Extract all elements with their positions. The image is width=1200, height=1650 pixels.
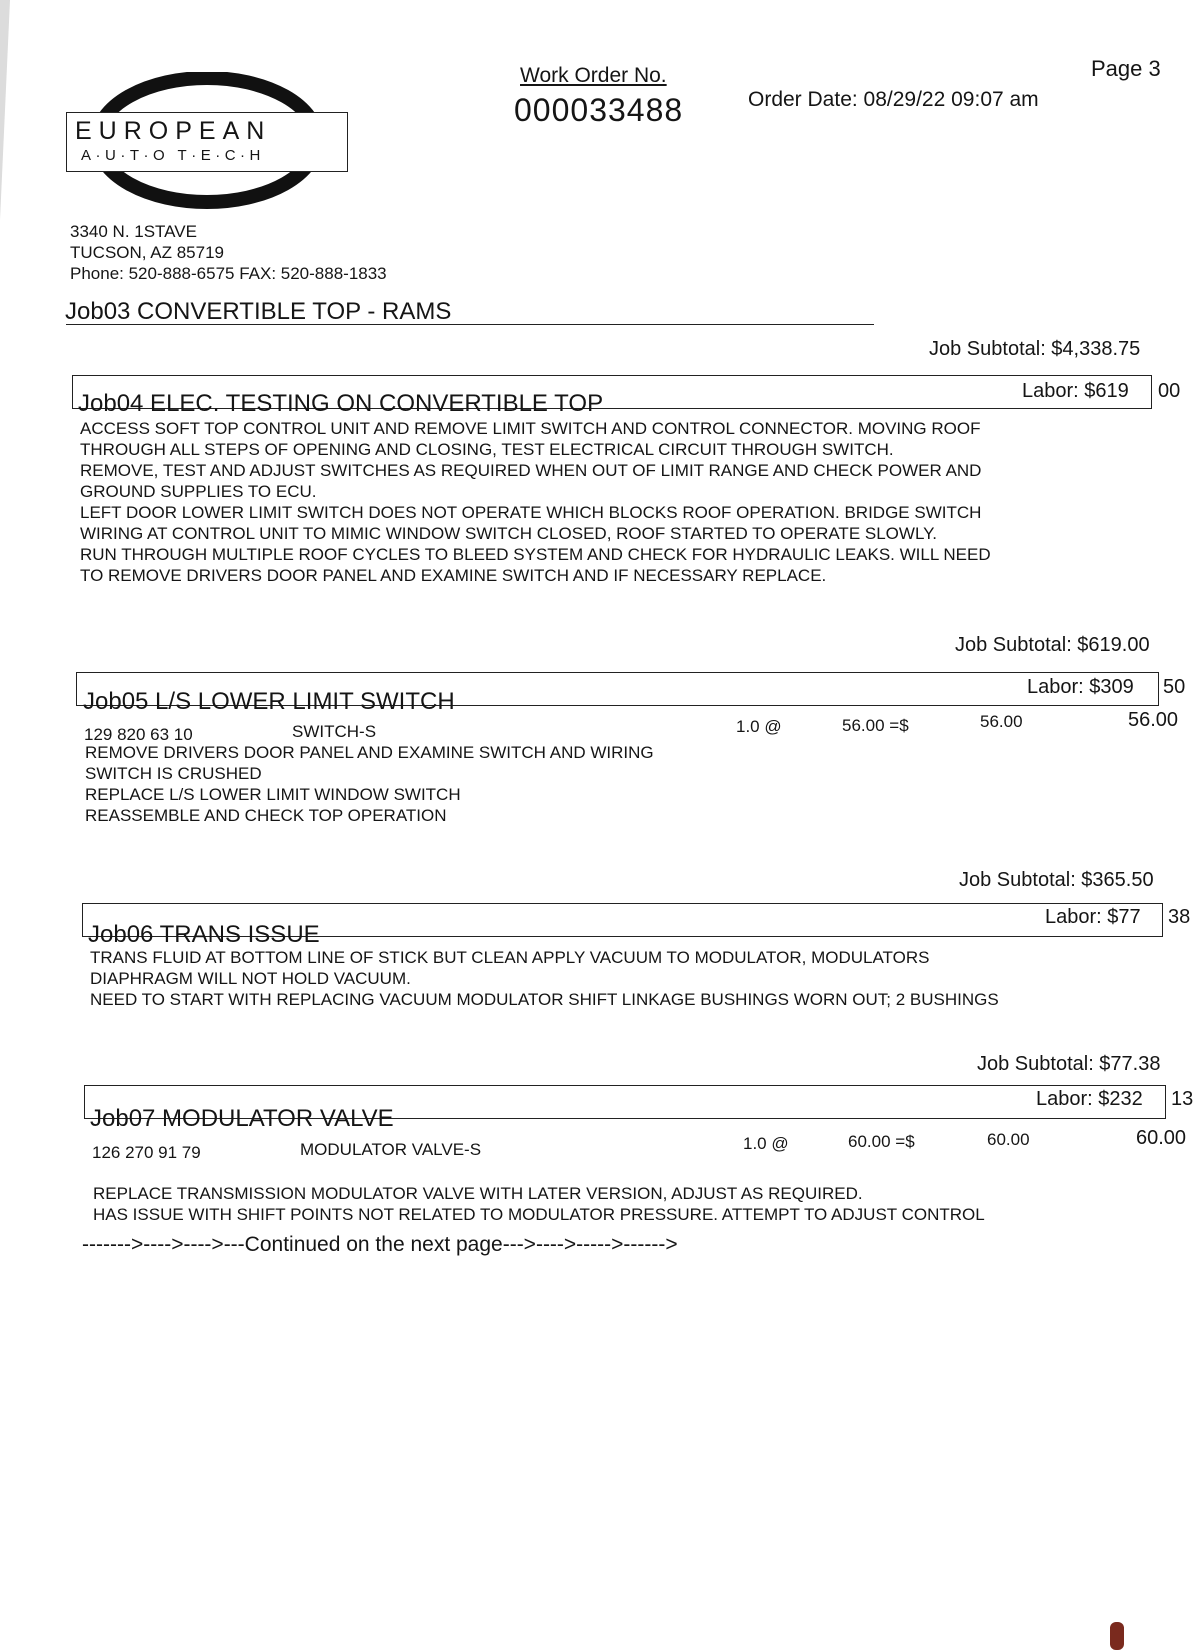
job07-part-total: 60.00 (1136, 1127, 1187, 1149)
job03-title: Job03 CONVERTIBLE TOP - RAMS (65, 298, 452, 325)
job06-description (90, 947, 999, 1010)
company-logo (66, 72, 356, 212)
job06-subtotal: Job Subtotal: $77.38 (977, 1053, 1161, 1075)
job04-labor-cents: 00 (1158, 380, 1181, 402)
address-street: 3340 N. 1STAVE (70, 222, 197, 241)
job05-line: SWITCH IS CRUSHED (85, 764, 262, 783)
job05-part-total: 56.00 (1128, 709, 1179, 731)
job07-title: Job07 MODULATOR VALVE (90, 1105, 394, 1132)
job06-labor: Labor: $77 (1045, 906, 1141, 928)
logo-line-auto-tech: A·U·T·O T·E·C·H (81, 147, 265, 164)
job03-subtotal: Job Subtotal: $4,338.75 (929, 338, 1141, 360)
order-date: Order Date: 08/29/22 09:07 am (748, 88, 1039, 111)
job07-part-price: 60.00 =$ (848, 1132, 915, 1151)
job05-part-number: 129 820 63 10 (84, 725, 193, 744)
logo-text-box (66, 112, 348, 172)
page-number: Page 3 (1091, 56, 1161, 81)
address-phone-fax: Phone: 520-888-6575 FAX: 520-888-1833 (70, 264, 387, 283)
job05-part-price: 56.00 =$ (842, 716, 909, 735)
work-order-number: 000033488 (514, 92, 684, 128)
job04-description (80, 418, 991, 586)
job07-labor: Labor: $232 (1036, 1088, 1143, 1110)
job05-part-name: SWITCH-S (292, 722, 377, 741)
job07-labor-cents: 13 (1171, 1088, 1194, 1110)
job06-labor-cents: 38 (1168, 906, 1191, 928)
job05-description (85, 742, 654, 826)
job03-underline (66, 324, 874, 325)
job05-line: REASSEMBLE AND CHECK TOP OPERATION (85, 806, 447, 825)
address-city: TUCSON, AZ 85719 (70, 243, 225, 262)
job05-line: REPLACE L/S LOWER LIMIT WINDOW SWITCH (85, 785, 461, 804)
scan-corner-shadow (0, 0, 10, 220)
work-order-label: Work Order No. (520, 64, 667, 87)
job07-part-name: MODULATOR VALVE-S (300, 1140, 482, 1159)
job05-labor-cents: 50 (1163, 676, 1186, 698)
job04-labor: Labor: $619 (1022, 380, 1129, 402)
job07-line: REPLACE TRANSMISSION MODULATOR VALVE WITH LATER VERSION, ADJUST AS REQUIRED. (93, 1184, 863, 1203)
job05-part-extended: 56.00 (980, 712, 1023, 731)
job04-line: GROUND SUPPLIES TO ECU. (80, 482, 317, 501)
job05-line: REMOVE DRIVERS DOOR PANEL AND EXAMINE SWITCH AND WIRING (85, 743, 654, 762)
job05-title: Job05 L/S LOWER LIMIT SWITCH (83, 688, 455, 715)
job07-part-extended: 60.00 (987, 1130, 1030, 1149)
job07-description (93, 1183, 985, 1225)
job04-line: RUN THROUGH MULTIPLE ROOF CYCLES TO BLEED SYSTEM AND CHECK FOR HYDRAULIC LEAKS. WILL NEED (80, 545, 991, 564)
job06-line: TRANS FLUID AT BOTTOM LINE OF STICK BUT CLEAN APPLY VACUUM TO MODULATOR, MODULATORS (90, 948, 930, 967)
job04-line: WIRING AT CONTROL UNIT TO MIMIC WINDOW SWITCH CLOSED, ROOF STARTED TO OPERATE SLOWLY. (80, 524, 938, 543)
job04-line: ACCESS SOFT TOP CONTROL UNIT AND REMOVE LIMIT SWITCH AND CONTROL CONNECTOR. MOVING ROOF (80, 419, 981, 438)
job07-line: HAS ISSUE WITH SHIFT POINTS NOT RELATED TO MODULATOR PRESSURE. ATTEMPT TO ADJUST CONTROL (93, 1205, 985, 1224)
logo-line-european: EUROPEAN (75, 117, 272, 145)
job07-part-qty: 1.0 @ (743, 1134, 789, 1153)
job06-title: Job06 TRANS ISSUE (88, 921, 320, 948)
continued-next-page: ------->---->---->---Continued on the next page--->---->----->------> (82, 1233, 678, 1256)
job05-labor: Labor: $309 (1027, 676, 1134, 698)
job04-line: REMOVE, TEST AND ADJUST SWITCHES AS REQUIRED WHEN OUT OF LIMIT RANGE AND CHECK POWER AND (80, 461, 982, 480)
job04-line: THROUGH ALL STEPS OF OPENING AND CLOSING, TEST ELECTRICAL CIRCUIT THROUGH SWITCH. (80, 440, 894, 459)
job04-line: LEFT DOOR LOWER LIMIT SWITCH DOES NOT OPERATE WHICH BLOCKS ROOF OPERATION. BRIDGE SWITCH (80, 503, 982, 522)
job05-subtotal: Job Subtotal: $365.50 (959, 869, 1154, 891)
job06-line: DIAPHRAGM WILL NOT HOLD VACUUM. (90, 969, 411, 988)
job07-part-number: 126 270 91 79 (92, 1143, 201, 1162)
job04-title: Job04 ELEC. TESTING ON CONVERTIBLE TOP (78, 390, 604, 417)
scan-stain (1110, 1622, 1124, 1650)
job04-subtotal: Job Subtotal: $619.00 (955, 634, 1150, 656)
job04-line: TO REMOVE DRIVERS DOOR PANEL AND EXAMINE SWITCH AND IF NECESSARY REPLACE. (80, 566, 827, 585)
job05-part-qty: 1.0 @ (736, 717, 782, 736)
job06-line: NEED TO START WITH REPLACING VACUUM MODULATOR SHIFT LINKAGE BUSHINGS WORN OUT; 2 BUSHINGS (90, 990, 999, 1009)
